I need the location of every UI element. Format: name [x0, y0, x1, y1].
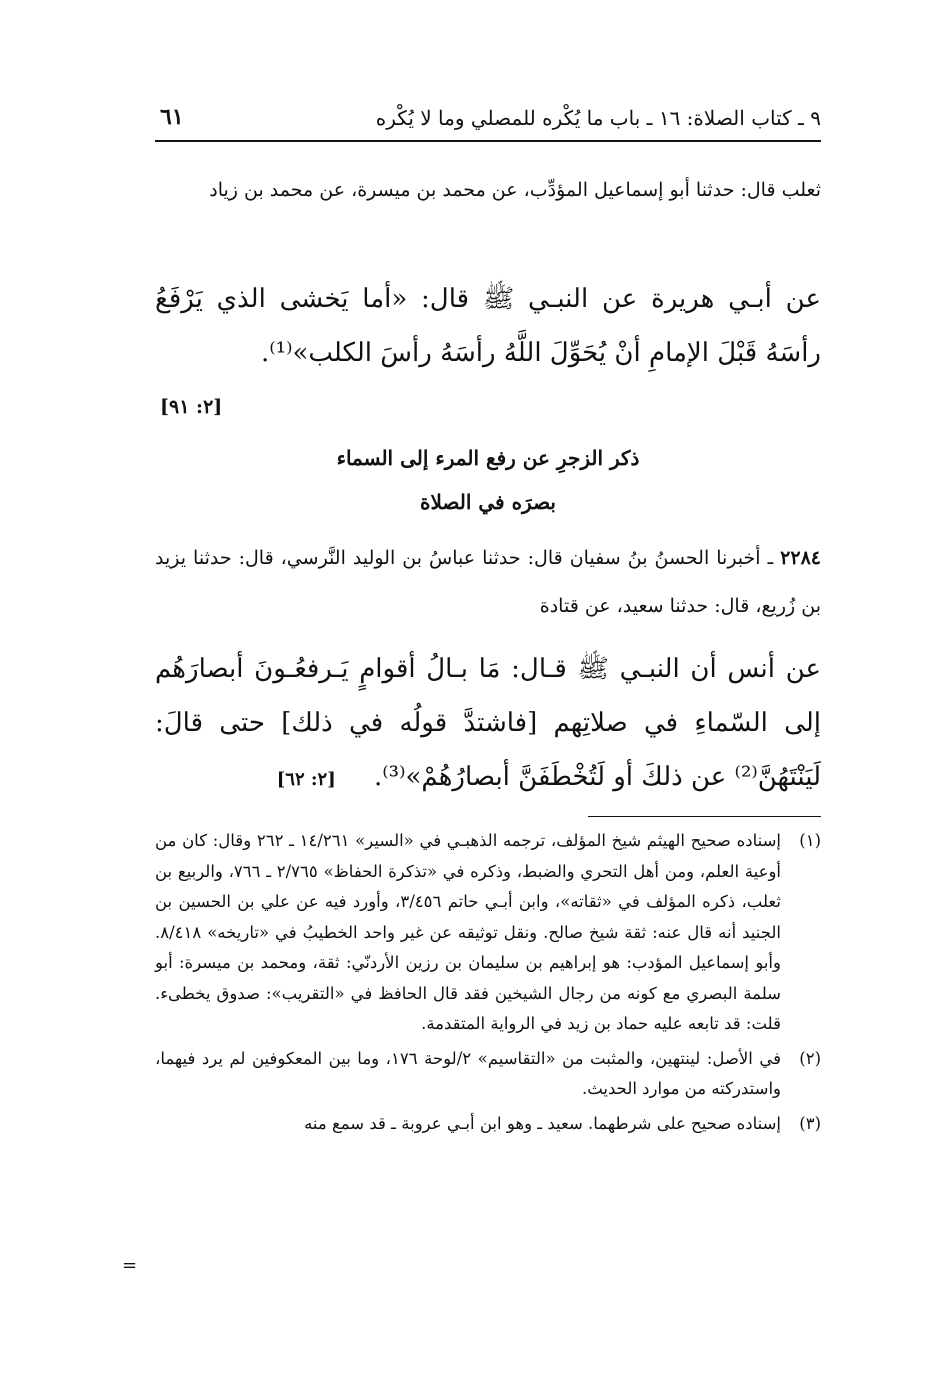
hadith2-matn-text: عن أنس أن النبـي ﷺ قـال: مَا بـالُ أقوامٍ يَـرفعُـونَ أبصارَهُم إلى السّماءِ في صلاتِهم [فاشتدَّ قولُه في ذلك] حتى قالَ: لَيَنْتَهُنَّ⁽²⁾ عن ذلكَ أو لَتُخْطَفَنَّ أبصارُهُمْ»⁽³⁾.	[155, 654, 821, 792]
continuation-mark: =	[122, 1255, 138, 1276]
running-head: ٩ ـ كتاب الصلاة: ١٦ ـ باب ما يُكْره للمصلي وما لا يُكْره	[375, 106, 821, 130]
chapter-title	[155, 436, 821, 524]
hadith2-isnad-text: ـ أخبرنا الحسنُ بنُ سفيان قال: حدثنا عباسُ بن الوليد النَّرسي، قال: حدثنا يزيد بن زُريع، قال: حدثنا سعيد، عن قتادة	[155, 547, 821, 617]
footnote-text: في الأصل: لينتهين، والمثبت من «التقاسيم» ٢/لوحة ١٧٦، وما بين المعكوفين لم يرد فيهما، واستدركته من موارد الحديث.	[155, 1048, 781, 1098]
footnote-2	[155, 1044, 821, 1105]
chapter-title-line2: بصرَه في الصلاة	[420, 490, 556, 514]
footnote-number: (٢)	[799, 1048, 821, 1068]
footnote-1	[155, 826, 821, 1040]
hadith-number: ٢٢٨٤	[780, 547, 821, 569]
hadith2-isnad	[155, 534, 821, 630]
hadith1-isnad: ثعلب قال: حدثنا أبو إسماعيل المؤدِّب، عن محمد بن ميسرة، عن محمد بن زياد	[209, 179, 821, 201]
hadith1-reference: [٢: ٩١]	[160, 396, 223, 418]
chapter-title-line1: ذكر الزجرِ عن رفع المرء إلى السماء	[336, 446, 640, 470]
page-number: ٦١	[160, 104, 184, 130]
page-header	[155, 100, 821, 142]
footnote-number: (٣)	[799, 1113, 821, 1133]
footnote-3	[155, 1109, 821, 1140]
hadith2-reference: [٢: ٦٢]	[276, 769, 336, 790]
hadith1-matn: عن أبـي هريرة عن النبـي ﷺ قال: «أما يَخشى الذي يَرْفَعُ رأسَهُ قَبْلَ الإمامِ أنْ يُحَوِّلَ اللَّهُ رأسَهُ رأسَ الكلب»⁽¹⁾.	[155, 284, 821, 368]
footnote-number: (١)	[799, 831, 821, 850]
footnotes	[155, 826, 821, 1139]
footnote-text: إسناده صحيح الهيثم شيخ المؤلف، ترجمه الذهبـي في «السير» ١٤/٢٦١ ـ ٢٦٢ وقال: كان من أوعية العلم، ومن أهل التحري والضبط، وذكره في «تذكرة الحفاظ» ٢/٧٦٥ ـ ٧٦٦، والربيع بن ثعلب، ذكره المؤلف في «ثقاته»، وابن أبـي حاتم ٣/٤٥٦، وأورد فيه عن علي بن الحسين بن الجنيد أنه قال عنه: ثقة شيخ صالح. ونقل توثيقه عن غير واحد الخطيبُ في «تاريخه» ٨/٤١٨. وأبو إسماعيل المؤدب: هو إبراهيم بن سليمان بن رزين الأردنّي: ثقة، ومحمد بن ميسرة: أبو سلمة البصري مع كونه من رجال الشيخين فقد قال الحافظ في «التقريب»: صدوق يخطىء. قلت: قد تابعه عليه حماد بن زيد في الرواية المتقدمة.	[155, 831, 782, 1033]
hadith2-matn	[155, 642, 821, 807]
footnote-separator	[588, 816, 821, 817]
footnote-text: إسناده صحيح على شرطهما. سعيد ـ وهو ابن أبـي عروبة ـ قد سمع منه	[304, 1113, 781, 1133]
